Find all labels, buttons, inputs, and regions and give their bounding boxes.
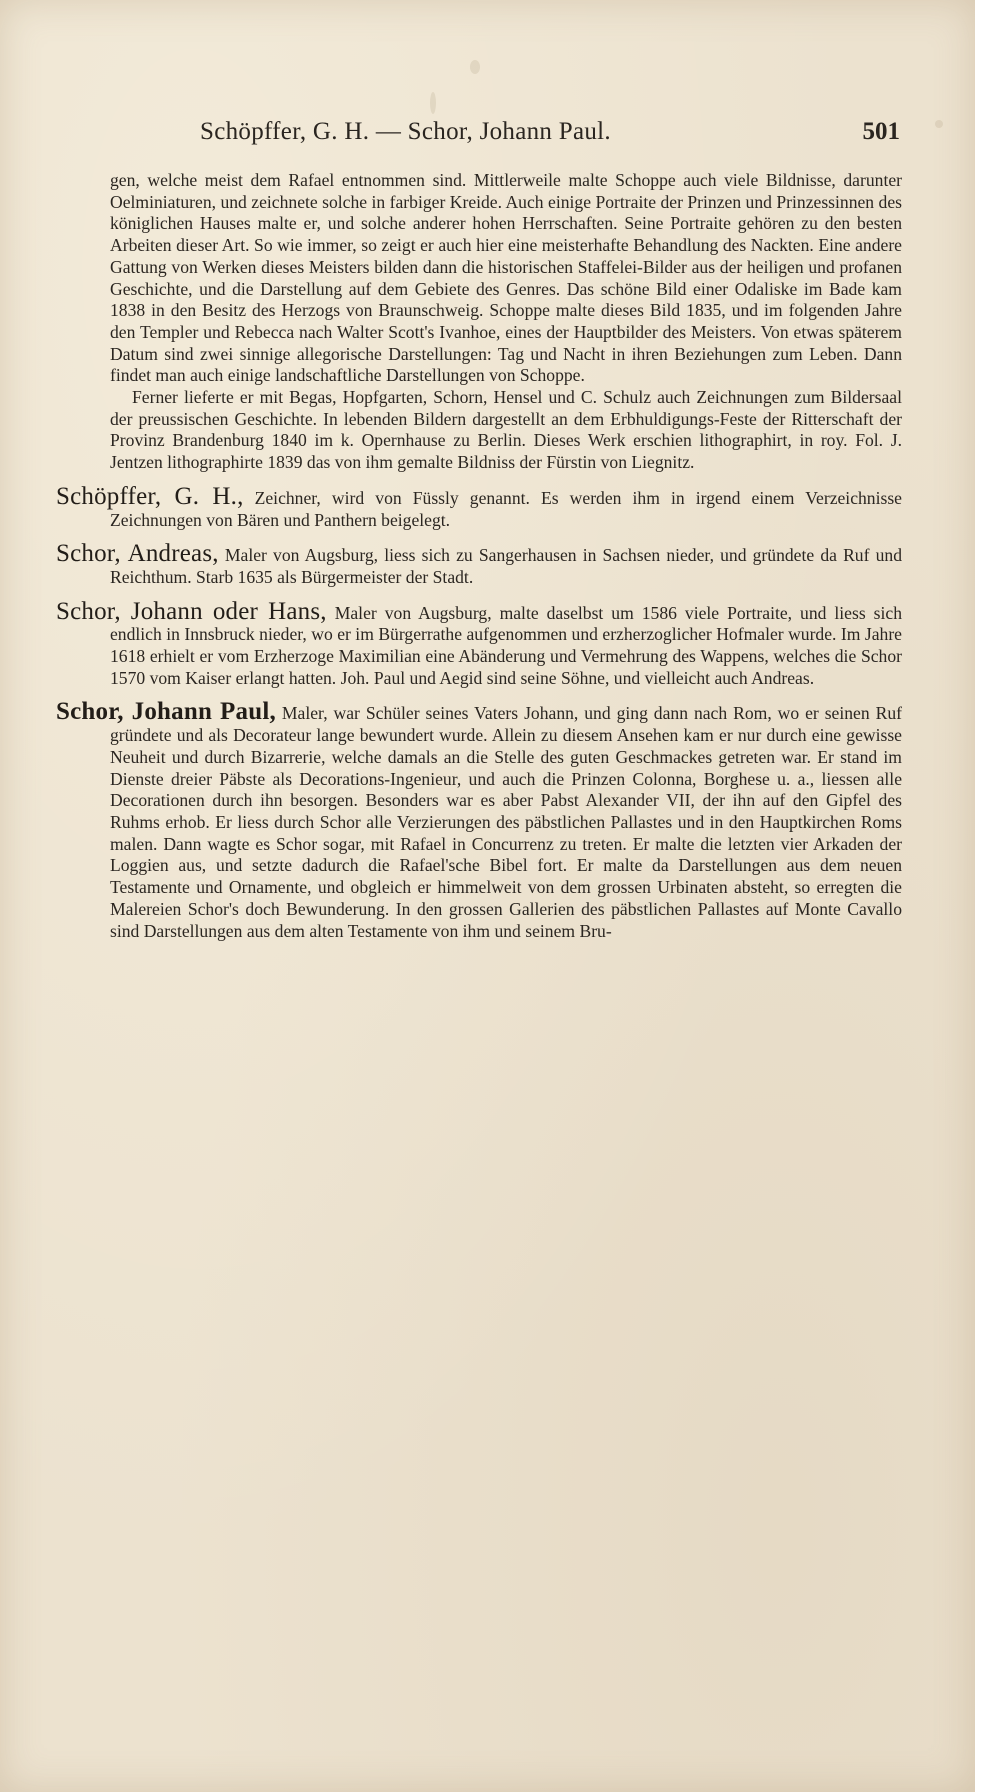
page-margin — [975, 0, 1000, 1792]
entry-headword: Schor, Andreas, — [56, 540, 219, 568]
entry-body: Maler von Augsburg, liess sich zu Sangerhausen in Sachsen nieder, und gründete da Ruf und Reichthum. Starb 1635 als Bürgermeister der Stadt. — [110, 545, 902, 587]
paper-stain — [935, 120, 943, 128]
entry-headword: Schor, Johann Paul, — [56, 698, 276, 726]
continuation-paragraph: Ferner lieferte er mit Begas, Hopfgarten, Schorn, Hensel und C. Schulz auch Zeichnungen zum Bildersaal der preussischen Geschichte. In lebenden Bildern dargestellt an dem Erbhuldigungs-Feste der Ritterschaft der Provinz Brandenburg 1840 im k. Opernhause zu Berlin. Dieses Werk erschien lithographirt, in roy. Fol. J. Jentzen lithographirte 1839 das von ihm gemalte Bildniss der Fürstin von Liegnitz. — [110, 387, 902, 473]
dictionary-entry — [56, 698, 902, 942]
entry-body: Zeichner, wird von Füssly genannt. Es werden ihm in irgend einem Verzeichnisse Zeichnungen von Bären und Panthern beigelegt. — [110, 487, 902, 530]
running-header — [60, 118, 900, 154]
running-title: Schöpffer, G. H. — Schor, Johann Paul. — [200, 118, 611, 145]
entry-headword: Schöpffer, G. H., — [56, 482, 244, 510]
entry-body: Maler von Augsburg, malte daselbst um 1586 viele Portraite, und liess sich endlich in Innsbruck nieder, wo er im Bürgerrathe aufgenommen und erzherzoglicher Hofmaler wurde. Im Jahre 1618 erhielt er vom Erzherzoge Maximilian eine Abänderung und Vermehrung des Wappens, welches die Schor 1570 vom Kaiser erlangt hatten. Joh. Paul und Aegid sind seine Söhne, und vielleicht auch Andreas. — [110, 602, 902, 688]
paper-stain — [430, 92, 436, 114]
entry-headword: Schor, Johann oder Hans, — [56, 597, 327, 625]
dictionary-entry — [56, 482, 902, 531]
dictionary-entry — [56, 597, 902, 690]
paper-stain — [470, 60, 480, 74]
continuation-paragraph: gen, welche meist dem Rafael entnommen sind. Mittlerweile malte Schoppe auch viele Bildnisse, darunter Oelminiaturen, und zeichnete solche in farbiger Kreide. Auch einige Portraite der Prinzen und Prinzessinnen des königlichen Hauses malte er, und solche anderer hohen Herrschaften. Seine Portraite gehören zu den besten Arbeiten dieser Art. So wie immer, so zeigt er auch hier eine meisterhafte Behandlung des Nackten. Eine andere Gattung von Werken dieses Meisters bilden dann die historischen Staffelei-Bilder aus der heiligen und profanen Geschichte, und die Darstellung auf dem Gebiete des Genres. Das schöne Bild einer Odaliske im Bade kam 1838 in den Besitz des Herzogs von Braunschweig. Schoppe malte dieses Bild 1835, und im folgenden Jahre den Templer und Rebecca nach Walter Scott's Ivanhoe, eines der Hauptbilder des Meisters. Von etwas späterem Datum sind zwei sinnige allegorische Darstellungen: Tag und Nacht in ihren Beziehungen zum Leben. Dann findet man auch einige landschaftliche Darstellungen von Schoppe. — [110, 170, 902, 386]
text-column — [56, 170, 902, 942]
dictionary-entry — [56, 540, 902, 588]
entry-body: Maler, war Schüler seines Vaters Johann, und ging dann nach Rom, wo er seinen Ruf gründete und als Decorateur lange bewundert wurde. Allein zu diesem Ansehen kam er nur durch eine gewisse Neuheit und durch Bizarrerie, welche damals an die Stelle des guten Geschmackes getreten war. Er stand im Dienste dreier Päbste als Decorations-Ingenieur, und auch die Prinzen Colonna, Borghese u. a., liessen alle Decorationen durch ihn besorgen. Besonders war es aber Pabst Alexander VII, der ihn auf den Gipfel des Ruhms erhob. Er liess durch Schor alle Verzierungen des päbstlichen Pallastes und in den Hauptkirchen Roms malen. Dann wagte es Schor sogar, mit Rafael in Concurrenz zu treten. Er malte die letzten vier Arkaden der Loggien aus, und setzte dadurch die Rafael'sche Bibel fort. Er malte da Darstellungen aus dem neuen Testamente und Ornamente, und obgleich er himmelweit von dem grossen Urbinaten absteht, so erregten die Malereien Schor's doch Bewunderung. In den grossen Gallerien des päbstlichen Pallastes auf Monte Cavallo sind Darstellungen aus dem alten Testamente von ihm und seinem Bru- — [110, 703, 902, 941]
page-number: 501 — [862, 118, 900, 145]
